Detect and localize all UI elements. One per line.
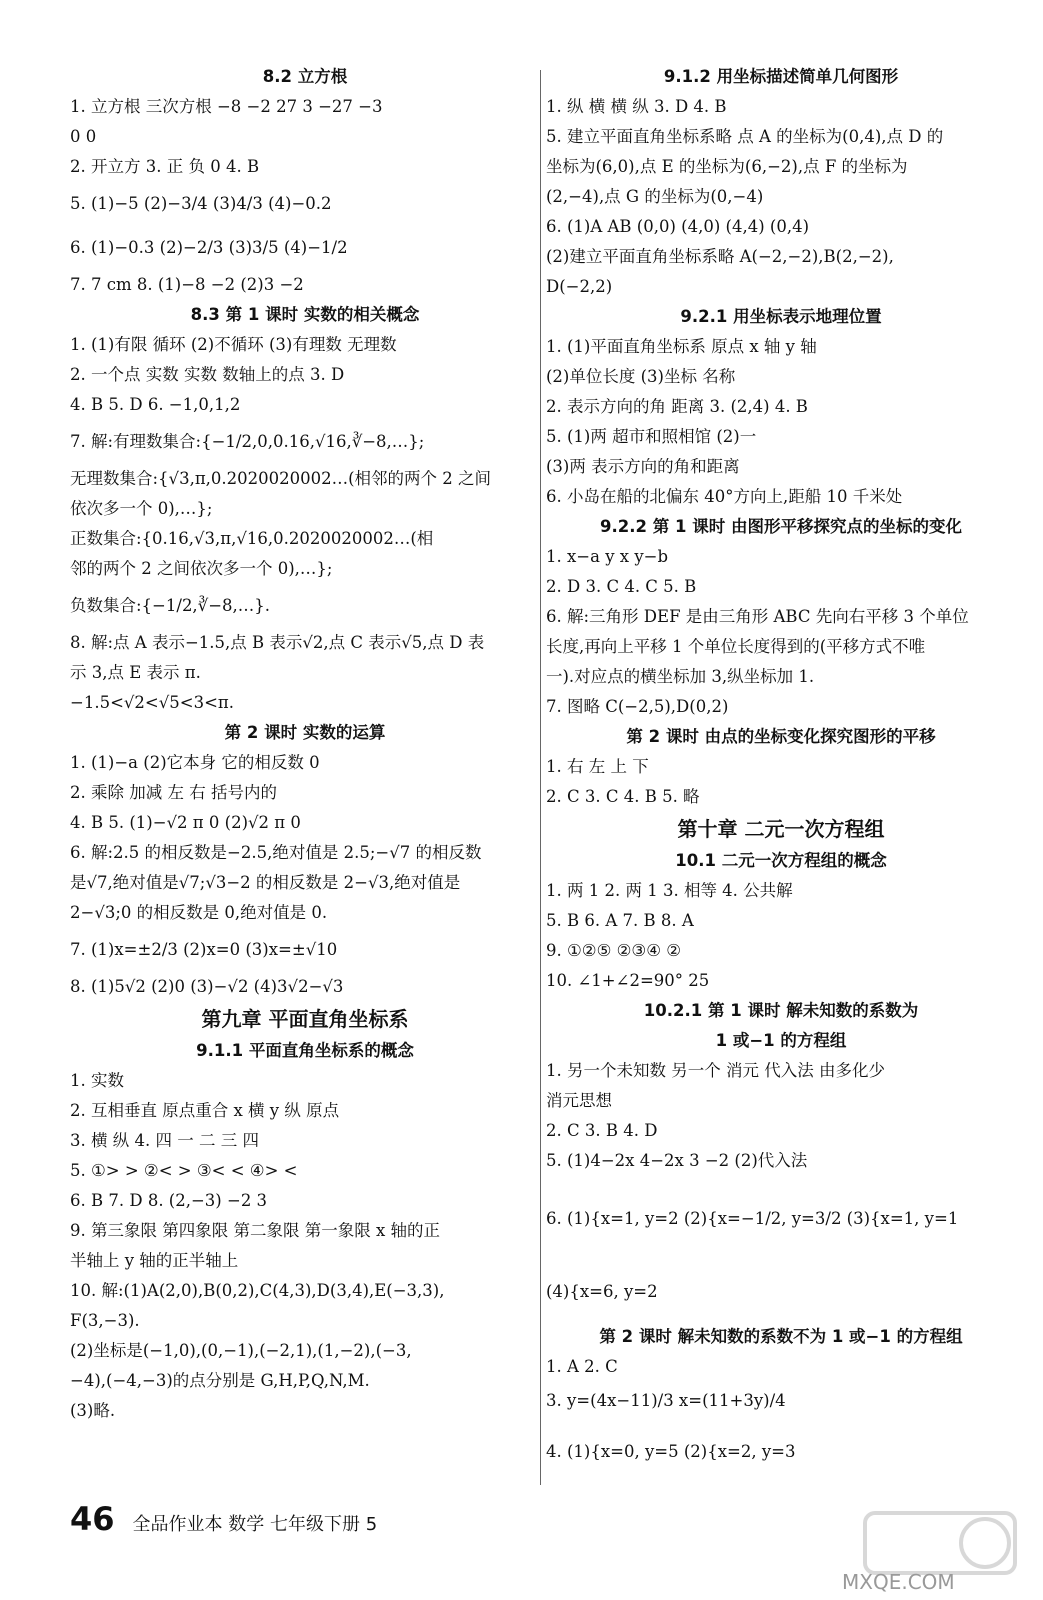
right-answer-line: 7. 图略 C(−2,5),D(0,2) <box>546 697 729 716</box>
right-answer-line: 9. ①②⑤ ②③④ ② <box>546 941 682 960</box>
right-answer-line: 5. B 6. A 7. B 8. A <box>546 911 694 930</box>
left-answer-line: 半轴上 y 轴的正半轴上 <box>70 1251 239 1270</box>
left-answer-line: 邻的两个 2 之间依次多一个 0),…}; <box>70 559 333 578</box>
left-answer-line: 9. 第三象限 第四象限 第二象限 第一象限 x 轴的正 <box>70 1221 441 1240</box>
left-answer-line: 1. (1)有限 循环 (2)不循环 (3)有理数 无理数 <box>70 335 397 354</box>
right-answer-line: 坐标为(6,0),点 E 的坐标为(6,−2),点 F 的坐标为 <box>546 157 908 176</box>
right-equation-system-line: 6. (1){x=1, y=2 (2){x=−1/2, y=3/2 (3){x=1, y=1 <box>546 1208 959 1228</box>
right-answer-line: 5. 建立平面直角坐标系略 点 A 的坐标为(0,4),点 D 的 <box>546 127 944 146</box>
right-column <box>546 62 1016 1482</box>
left-answer-line: 2. 一个点 实数 实数 数轴上的点 3. D <box>70 365 345 384</box>
left-answer-line: 2. 开立方 3. 正 负 0 4. B <box>70 157 260 176</box>
left-answer-line: (2)坐标是(−1,0),(0,−1),(−2,1),(1,−2),(−3, <box>70 1341 412 1360</box>
left-answer-line: 1. 实数 <box>70 1071 124 1090</box>
right-answer-line: 1. 两 1 2. 两 1 3. 相等 4. 公共解 <box>546 881 793 900</box>
left-answer-line: 3. 横 纵 4. 四 一 二 三 四 <box>70 1131 259 1150</box>
left-section-heading: 9.1.1 平面直角坐标系的概念 <box>196 1041 414 1060</box>
page-footer <box>70 1500 377 1550</box>
left-answer-line: F(3,−3). <box>70 1311 140 1330</box>
left-answer-line: 1. 立方根 三次方根 −8 −2 27 3 −27 −3 <box>70 97 383 116</box>
left-section-heading: 第 2 课时 实数的运算 <box>224 723 386 742</box>
right-answer-line: 一).对应点的横坐标加 3,纵坐标加 1. <box>546 667 815 686</box>
left-answer-line: 2. 乘除 加减 左 右 括号内的 <box>70 783 277 802</box>
right-section-heading: 9.1.2 用坐标描述简单几何图形 <box>663 67 899 86</box>
left-answer-line: 正数集合:{0.16,√3,π,√16,0.2020020002…(相 <box>70 529 434 548</box>
left-section-heading: 8.2 立方根 <box>262 67 348 86</box>
right-section-heading: 10.2.1 第 1 课时 解未知数的系数为 <box>643 1001 919 1020</box>
right-answer-line: 1. 纵 横 横 纵 3. D 4. B <box>546 97 727 116</box>
right-answer-line: 5. (1)两 超市和照相馆 (2)一 <box>546 427 757 446</box>
left-answer-line: 7. (1)x=±2/3 (2)x=0 (3)x=±√10 <box>70 940 338 959</box>
right-answer-line: 2. C 3. C 4. B 5. 略 <box>546 787 700 806</box>
right-answer-line: 1. x−a y x y−b <box>546 547 669 566</box>
left-answer-line: 负数集合:{−1/2,∛−8,…}. <box>70 596 271 615</box>
left-answer-line: 5. (1)−5 (2)−3/4 (3)4/3 (4)−0.2 <box>70 194 332 213</box>
right-answer-line: 2. D 3. C 4. C 5. B <box>546 577 697 596</box>
right-section-heading: 9.2.2 第 1 课时 由图形平移探究点的坐标的变化 <box>600 517 962 536</box>
right-answer-line: (2)建立平面直角坐标系略 A(−2,−2),B(2,−2), <box>546 247 894 266</box>
right-answer-line: 2. 表示方向的角 距离 3. (2,4) 4. B <box>546 397 808 416</box>
left-answer-line: −4),(−4,−3)的点分别是 G,H,P,Q,N,M. <box>70 1371 370 1390</box>
right-answer-line: (2,−4),点 G 的坐标为(0,−4) <box>546 187 764 206</box>
left-answer-line: 2. 互相垂直 原点重合 x 横 y 纵 原点 <box>70 1101 340 1120</box>
left-answer-line: 1. (1)−a (2)它本身 它的相反数 0 <box>70 753 320 772</box>
right-answer-line: 1. 另一个未知数 另一个 消元 代入法 由多化少 <box>546 1061 885 1080</box>
right-answer-line: 6. (1)A AB (0,0) (4,0) (4,4) (0,4) <box>546 217 810 236</box>
left-answer-line: 0 0 <box>70 127 97 146</box>
right-section-heading: 9.2.1 用坐标表示地理位置 <box>680 307 882 326</box>
right-answer-line: (2)单位长度 (3)坐标 名称 <box>546 367 736 386</box>
left-section-heading: 8.3 第 1 课时 实数的相关概念 <box>190 305 420 324</box>
right-answer-line: 2. C 3. B 4. D <box>546 1121 658 1140</box>
right-answer-line: 10. ∠1+∠2=90° 25 <box>546 971 710 990</box>
right-equation-system-line: (4){x=6, y=2 <box>546 1281 658 1301</box>
right-section-heading: 1 或−1 的方程组 <box>715 1031 847 1050</box>
right-section-heading: 第 2 课时 由点的坐标变化探究图形的平移 <box>626 727 936 746</box>
watermark-text: MXQE.COM <box>842 1570 955 1594</box>
right-section-heading: 第 2 课时 解未知数的系数不为 1 或−1 的方程组 <box>599 1327 963 1346</box>
right-equation-system-line: 4. (1){x=0, y=5 (2){x=2, y=3 <box>546 1441 796 1461</box>
left-answer-line: 2−√3;0 的相反数是 0,绝对值是 0. <box>70 903 328 922</box>
left-answer-line: 4. B 5. (1)−√2 π 0 (2)√2 π 0 <box>70 813 301 832</box>
left-answer-line: 10. 解:(1)A(2,0),B(0,2),C(4,3),D(3,4),E(−3,3), <box>70 1281 445 1300</box>
right-answer-line: 1. (1)平面直角坐标系 原点 x 轴 y 轴 <box>546 337 817 356</box>
left-answer-line: 示 3,点 E 表示 π. <box>70 663 201 682</box>
right-answer-line: 长度,再向上平移 1 个单位长度得到的(平移方式不唯 <box>546 637 926 656</box>
right-answer-line: 消元思想 <box>546 1091 612 1110</box>
left-chapter-heading: 第九章 平面直角坐标系 <box>201 1007 409 1031</box>
right-section-heading: 10.1 二元一次方程组的概念 <box>675 851 887 870</box>
left-answer-line: 是√7,绝对值是√7;√3−2 的相反数是 2−√3,绝对值是 <box>70 873 461 892</box>
left-answer-line: 5. ①> > ②< > ③< < ④> < <box>70 1161 298 1180</box>
left-answer-line: 7. 7 cm 8. (1)−8 −2 (2)3 −2 <box>70 275 304 294</box>
book-title: 全品作业本 数学 七年级下册 5 <box>132 1514 378 1535</box>
right-answer-line: 1. 右 左 上 下 <box>546 757 649 776</box>
left-answer-line: 6. 解:2.5 的相反数是−2.5,绝对值是 2.5;−√7 的相反数 <box>70 843 482 862</box>
left-column <box>70 62 540 1426</box>
left-answer-line: 8. (1)5√2 (2)0 (3)−√2 (4)3√2−√3 <box>70 977 344 996</box>
left-answer-line: 6. B 7. D 8. (2,−3) −2 3 <box>70 1191 268 1210</box>
left-answer-line: (3)略. <box>70 1401 116 1420</box>
right-answer-line: 1. A 2. C <box>546 1357 618 1376</box>
page-number: 46 <box>70 1500 115 1538</box>
left-answer-line: 8. 解:点 A 表示−1.5,点 B 表示√2,点 C 表示√5,点 D 表 <box>70 633 485 652</box>
right-answer-line: 3. y=(4x−11)/3 x=(11+3y)/4 <box>546 1391 786 1410</box>
left-answer-line: 4. B 5. D 6. −1,0,1,2 <box>70 395 241 414</box>
right-answer-line: 6. 小岛在船的北偏东 40°方向上,距船 10 千米处 <box>546 487 903 506</box>
right-answer-line: 6. 解:三角形 DEF 是由三角形 ABC 先向右平移 3 个单位 <box>546 607 969 626</box>
column-divider <box>540 70 541 1485</box>
right-answer-line: (3)两 表示方向的角和距离 <box>546 457 740 476</box>
left-answer-line: 7. 解:有理数集合:{−1/2,0,0.16,√16,∛−8,…}; <box>70 432 425 451</box>
left-answer-line: −1.5<√2<√5<3<π. <box>70 693 234 712</box>
right-answer-line: D(−2,2) <box>546 277 613 296</box>
right-chapter-heading: 第十章 二元一次方程组 <box>677 817 885 841</box>
left-answer-line: 依次多一个 0),…}; <box>70 499 213 518</box>
right-answer-line: 5. (1)4−2x 4−2x 3 −2 (2)代入法 <box>546 1151 808 1170</box>
left-answer-line: 6. (1)−0.3 (2)−2/3 (3)3/5 (4)−1/2 <box>70 238 348 257</box>
left-answer-line: 无理数集合:{√3,π,0.2020020002…(相邻的两个 2 之间 <box>70 469 492 488</box>
